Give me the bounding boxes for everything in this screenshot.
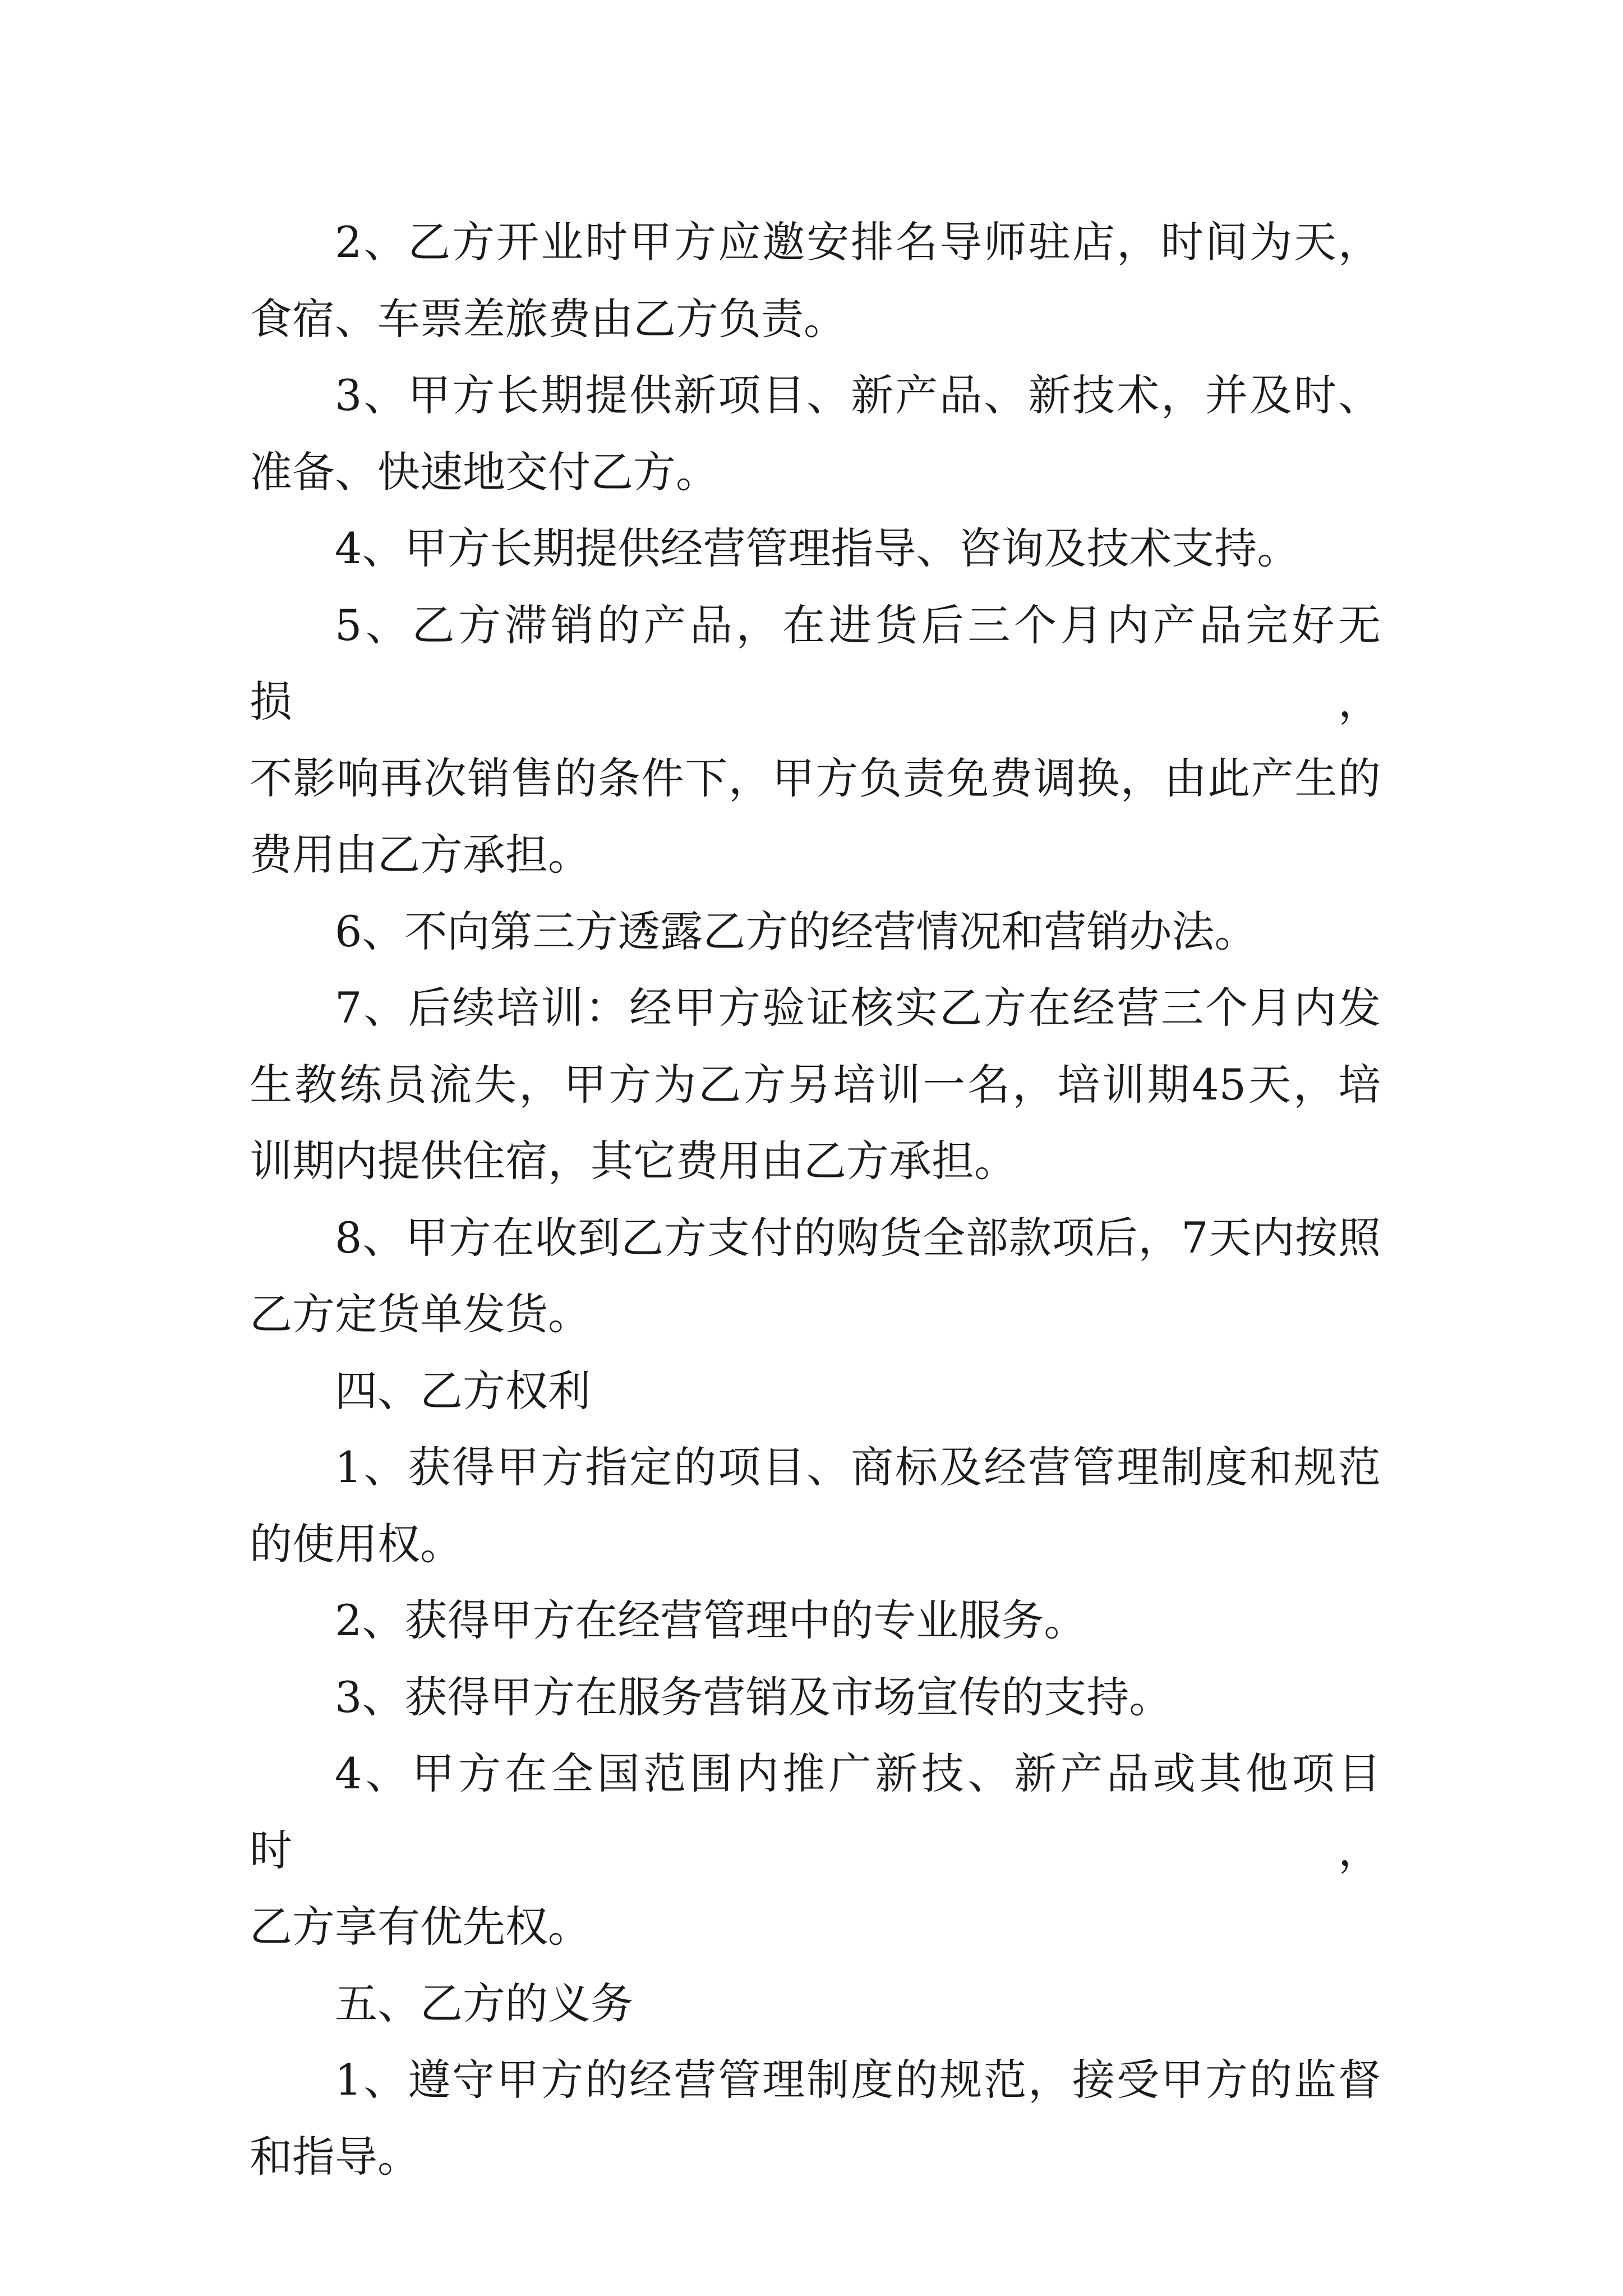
paragraph-line: 6、不向第三方透露乙方的经营情况和营销办法。 bbox=[335, 906, 1257, 956]
clause-paragraph bbox=[250, 894, 1381, 970]
section-heading bbox=[250, 1353, 1381, 1430]
clause-paragraph bbox=[250, 204, 1381, 357]
paragraph-line: 5、乙方滞销的产品，在进货后三个月内产品完好无损， bbox=[250, 600, 1381, 726]
paragraph-line: 乙方定货单发货。 bbox=[250, 1289, 591, 1339]
paragraph-line: 训期内提供住宿，其它费用由乙方承担。 bbox=[250, 1136, 1017, 1186]
paragraph-line: 2、获得甲方在经营管理中的专业服务。 bbox=[335, 1595, 1087, 1645]
paragraph-line: 费用由乙方承担。 bbox=[250, 830, 591, 880]
clause-paragraph bbox=[250, 587, 1381, 894]
clause-paragraph bbox=[250, 1582, 1381, 1659]
paragraph-line: 的使用权。 bbox=[250, 1519, 463, 1569]
clause-paragraph bbox=[250, 2042, 1381, 2195]
clause-paragraph bbox=[250, 510, 1381, 587]
paragraph-line: 3、甲方长期提供新项目、新产品、新技术，并及时、 bbox=[335, 370, 1381, 420]
clause-paragraph bbox=[250, 1659, 1381, 1736]
clause-paragraph bbox=[250, 1736, 1381, 1966]
clause-paragraph bbox=[250, 357, 1381, 510]
section-heading bbox=[250, 1966, 1381, 2042]
document-body bbox=[250, 204, 1381, 2195]
paragraph-line: 食宿、车票差旅费由乙方负责。 bbox=[250, 293, 846, 344]
section-heading-text: 五、乙方的义务 bbox=[335, 1978, 633, 2028]
paragraph-line: 和指导。 bbox=[250, 2131, 420, 2182]
paragraph-line: 4、甲方在全国范围内推广新技、新产品或其他项目时， bbox=[250, 1749, 1381, 1875]
paragraph-line: 4、甲方长期提供经营管理指导、咨询及技术支持。 bbox=[335, 523, 1300, 573]
section-heading-text: 四、乙方权利 bbox=[335, 1365, 591, 1416]
clause-paragraph bbox=[250, 1200, 1381, 1353]
clause-paragraph bbox=[250, 970, 1381, 1200]
paragraph-line: 准备、快速地交付乙方。 bbox=[250, 447, 718, 497]
paragraph-line: 3、获得甲方在服务营销及市场宣传的支持。 bbox=[335, 1672, 1172, 1722]
paragraph-line: 1、获得甲方指定的项目、商标及经营管理制度和规范 bbox=[335, 1442, 1381, 1492]
paragraph-line: 1、遵守甲方的经营管理制度的规范，接受甲方的监督 bbox=[335, 2055, 1381, 2105]
paragraph-line: 2、乙方开业时甲方应邀安排名导师驻店，时间为天， bbox=[335, 217, 1381, 267]
paragraph-line: 不影响再次销售的条件下，甲方负责免费调换，由此产生的 bbox=[250, 753, 1381, 803]
paragraph-line: 生教练员流失，甲方为乙方另培训一名，培训期45天，培 bbox=[250, 1059, 1381, 1110]
paragraph-line: 乙方享有优先权。 bbox=[250, 1902, 591, 1952]
paragraph-line: 7、后续培训：经甲方验证核实乙方在经营三个月内发 bbox=[335, 983, 1381, 1033]
clause-paragraph bbox=[250, 1429, 1381, 1582]
paragraph-line: 8、甲方在收到乙方支付的购货全部款项后，7天内按照 bbox=[335, 1212, 1381, 1263]
